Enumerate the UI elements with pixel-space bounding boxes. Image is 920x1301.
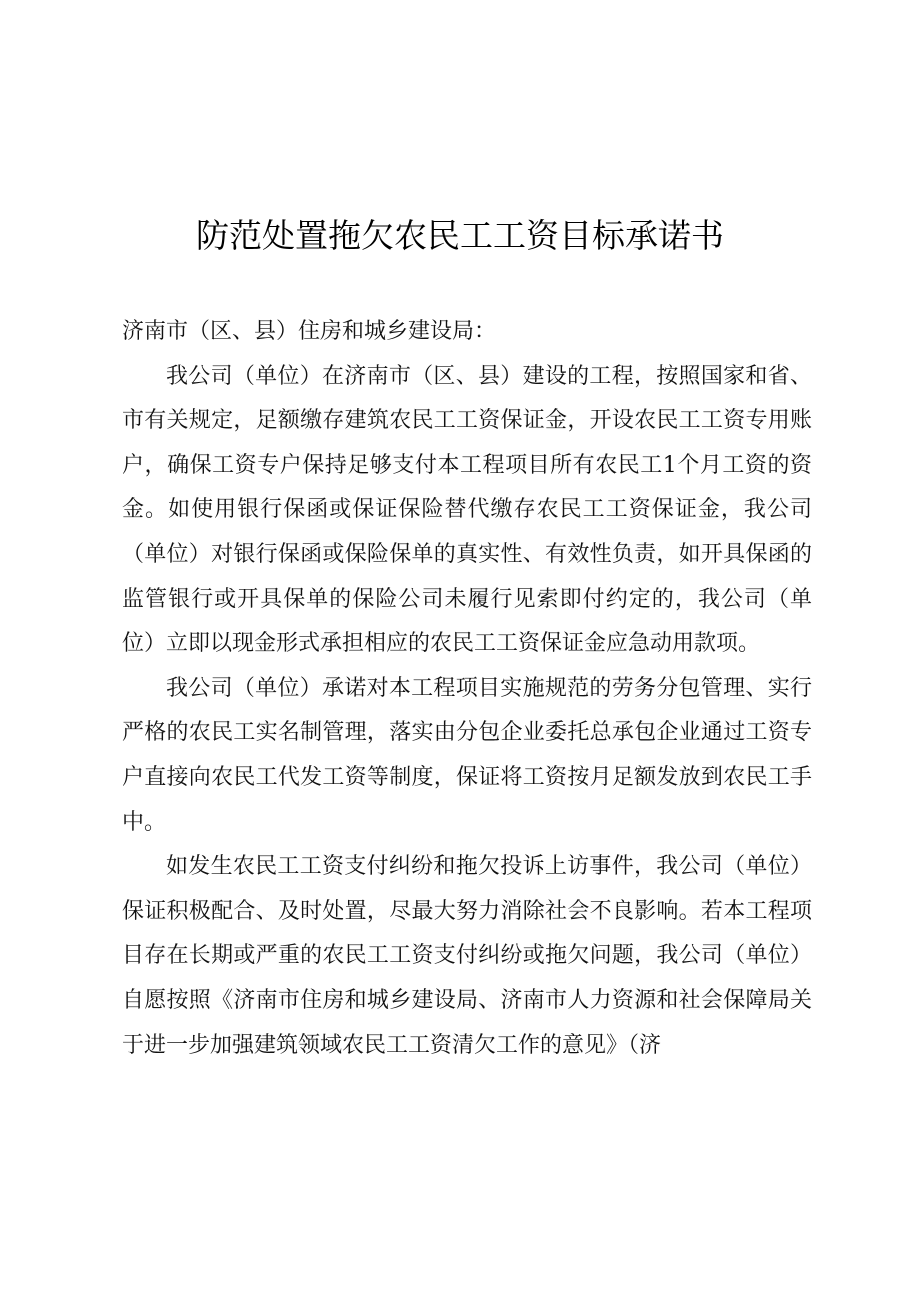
document-body	[122, 310, 812, 1068]
paragraph-labor-management: 我公司（单位）承诺对本工程项目实施规范的劳务分包管理、实行严格的农民工实名制管理，落实由分包企业委托总承包企业通过工资专户直接向农民工代发工资等制度，保证将工资按月足额发放到农民工手中。	[122, 675, 812, 835]
paragraph-dispute-handling: 如发生农民工工资支付纠纷和拖欠投诉上访事件，我公司（单位）保证积极配合、及时处置，尽最大努力消除社会不良影响。若本工程项目存在长期或严重的农民工工资支付纠纷或拖欠问题，我公司（单位）自愿按照《济南市住房和城乡建设局、济南市人力资源和社会保障局关于进一步加强建筑领域农民工工资清欠工作的意见》（济	[122, 854, 812, 1058]
document-title: 防范处置拖欠农民工工资目标承诺书	[196, 216, 724, 255]
salutation: 济南市（区、县）住房和城乡建设局：	[122, 319, 497, 344]
paragraph-guarantee-deposit: 我公司（单位）在济南市（区、县）建设的工程，按照国家和省、市有关规定，足额缴存建筑农民工工资保证金，开设农民工工资专用账户，确保工资专户保持足够支付本工程项目所有农民工1个月工资的资金。如使用银行保函或保证保险替代缴存农民工工资保证金，我公司（单位）对银行保函或保险保单的真实性、有效性负责，如开具保函的监管银行或开具保单的保险公司未履行见索即付约定的，我公司（单位）立即以现金形式承担相应的农民工工资保证金应急动用款项。	[122, 363, 812, 657]
